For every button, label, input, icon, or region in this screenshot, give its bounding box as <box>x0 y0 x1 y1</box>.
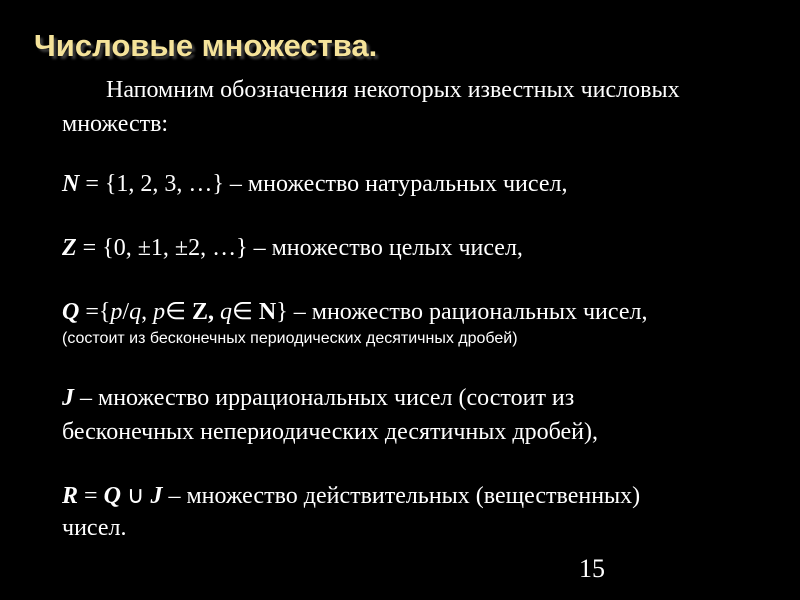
rationals-note: (состоит из бесконечных периодических десятичных дробей) <box>62 330 518 347</box>
rationals-text: } – множество рациональных чисел, <box>276 299 648 325</box>
reals-eq: = <box>78 483 104 509</box>
reals-q-symbol: Q <box>103 483 121 509</box>
intro-line-1: Напомним обозначения некоторых известных числовых <box>106 77 680 103</box>
rationals-eq: ={ <box>79 299 111 325</box>
rationals-definition <box>62 298 647 326</box>
irrationals-text-1: – множество иррациональных чисел (состоит из <box>74 385 575 411</box>
naturals-symbol: N <box>62 171 80 197</box>
element-of-symbol: ∈ <box>165 299 192 325</box>
rationals-p: p <box>110 299 123 325</box>
element-of-symbol: ∈ <box>232 299 259 325</box>
reals-text-1: – множество действительных (вещественных) <box>162 483 641 509</box>
rationals-q2: q <box>220 299 232 325</box>
irrationals-symbol: J <box>62 385 74 411</box>
rationals-n: N <box>258 299 277 325</box>
reals-symbol: R <box>62 483 79 509</box>
rationals-q: q <box>129 299 142 325</box>
integers-text: = {0, ±1, ±2, …} – множество целых чисел, <box>76 235 523 261</box>
irrationals-definition <box>62 384 574 412</box>
integers-symbol: Z <box>62 235 77 261</box>
reals-definition <box>62 482 640 510</box>
naturals-definition <box>62 170 567 198</box>
rationals-z: Z, <box>191 299 214 325</box>
intro-line-2: множеств: <box>62 111 169 137</box>
reals-text-2: чисел. <box>62 515 127 541</box>
naturals-text: = {1, 2, 3, …} – множество натуральных чисел, <box>79 171 568 197</box>
rationals-p2: p <box>153 299 166 325</box>
rationals-symbol: Q <box>62 299 80 325</box>
page-number: 15 <box>579 554 605 583</box>
irrationals-text-2: бесконечных непериодических десятичных дробей), <box>62 419 598 445</box>
slide-title: Числовые множества. <box>34 28 378 63</box>
integers-definition <box>62 234 523 262</box>
rationals-comma: , <box>141 299 154 325</box>
rationals-slash: / <box>122 299 130 325</box>
union-symbol: ∪ <box>120 483 151 509</box>
reals-j-symbol: J <box>150 483 163 509</box>
